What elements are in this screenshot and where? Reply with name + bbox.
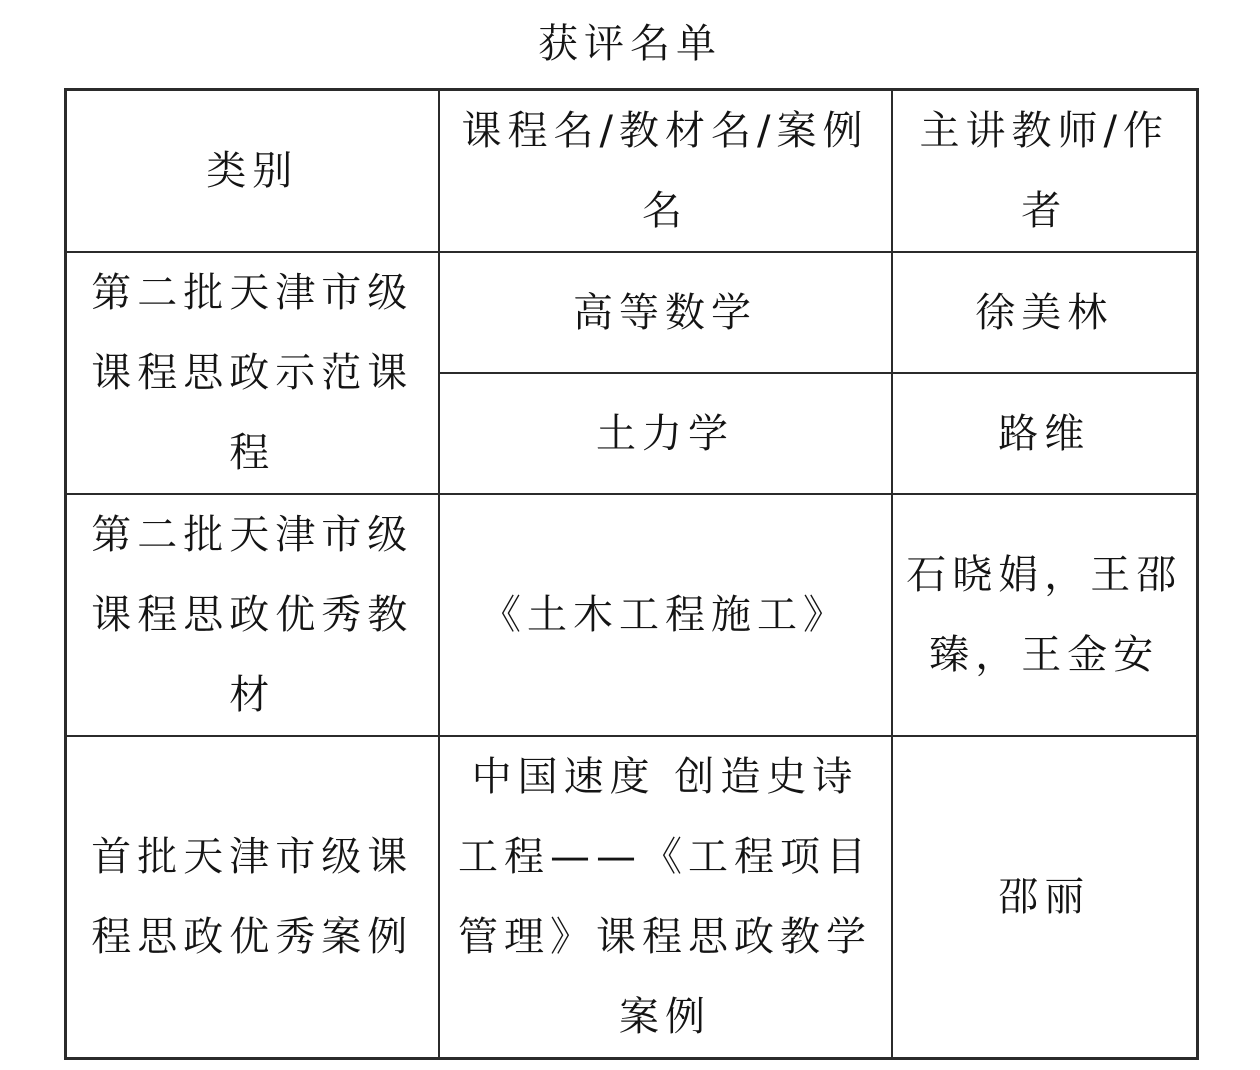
category-cell	[66, 252, 439, 494]
author-cell	[892, 373, 1198, 494]
header-name-line: 课程名/教材名/案例	[461, 108, 869, 154]
case-name-line: 工程——《工程项目	[458, 834, 872, 880]
table-row	[66, 494, 1198, 736]
author-name: 邵丽	[998, 874, 1091, 920]
header-author-line: 者	[1021, 188, 1068, 234]
header-name	[439, 90, 892, 253]
author-line: 臻，王金安	[929, 632, 1160, 678]
category-cell	[66, 736, 439, 1059]
category-line: 课程思政示范课	[91, 350, 414, 396]
header-author-line: 主讲教师/作	[919, 108, 1169, 154]
course-name-cell	[439, 252, 892, 373]
category-line: 材	[229, 672, 276, 718]
course-name-cell	[439, 373, 892, 494]
author-cell	[892, 252, 1198, 373]
header-category-label: 类别	[206, 148, 299, 194]
case-name-cell	[439, 736, 892, 1059]
author-cell	[892, 494, 1198, 736]
category-line: 第二批天津市级	[91, 270, 414, 316]
header-author	[892, 90, 1198, 253]
category-line: 程思政优秀案例	[91, 914, 414, 960]
page-title: 获评名单	[538, 21, 722, 67]
category-line: 第二批天津市级	[91, 512, 414, 558]
category-cell	[66, 494, 439, 736]
table-row	[66, 252, 1198, 373]
case-name-line: 管理》课程思政教学	[458, 914, 872, 960]
textbook-name: 《土木工程施工》	[481, 592, 849, 638]
textbook-name-cell	[439, 494, 892, 736]
course-name: 土力学	[596, 410, 734, 457]
award-list-table	[64, 88, 1199, 1060]
category-line: 程	[229, 430, 276, 476]
case-name-line: 案例	[619, 994, 711, 1040]
author-name: 徐美林	[975, 289, 1114, 336]
category-line: 课程思政优秀教	[91, 592, 414, 638]
header-name-line: 名	[642, 188, 688, 234]
table-row	[66, 736, 1198, 1059]
author-cell	[892, 736, 1198, 1059]
author-line: 石晓娟，王邵	[906, 552, 1183, 598]
table-header-row	[66, 90, 1198, 253]
case-name-line: 中国速度 创造史诗	[471, 754, 859, 800]
header-category	[66, 90, 439, 253]
course-name: 高等数学	[573, 289, 757, 336]
category-line: 首批天津市级课	[91, 834, 414, 880]
author-name: 路维	[998, 410, 1091, 457]
